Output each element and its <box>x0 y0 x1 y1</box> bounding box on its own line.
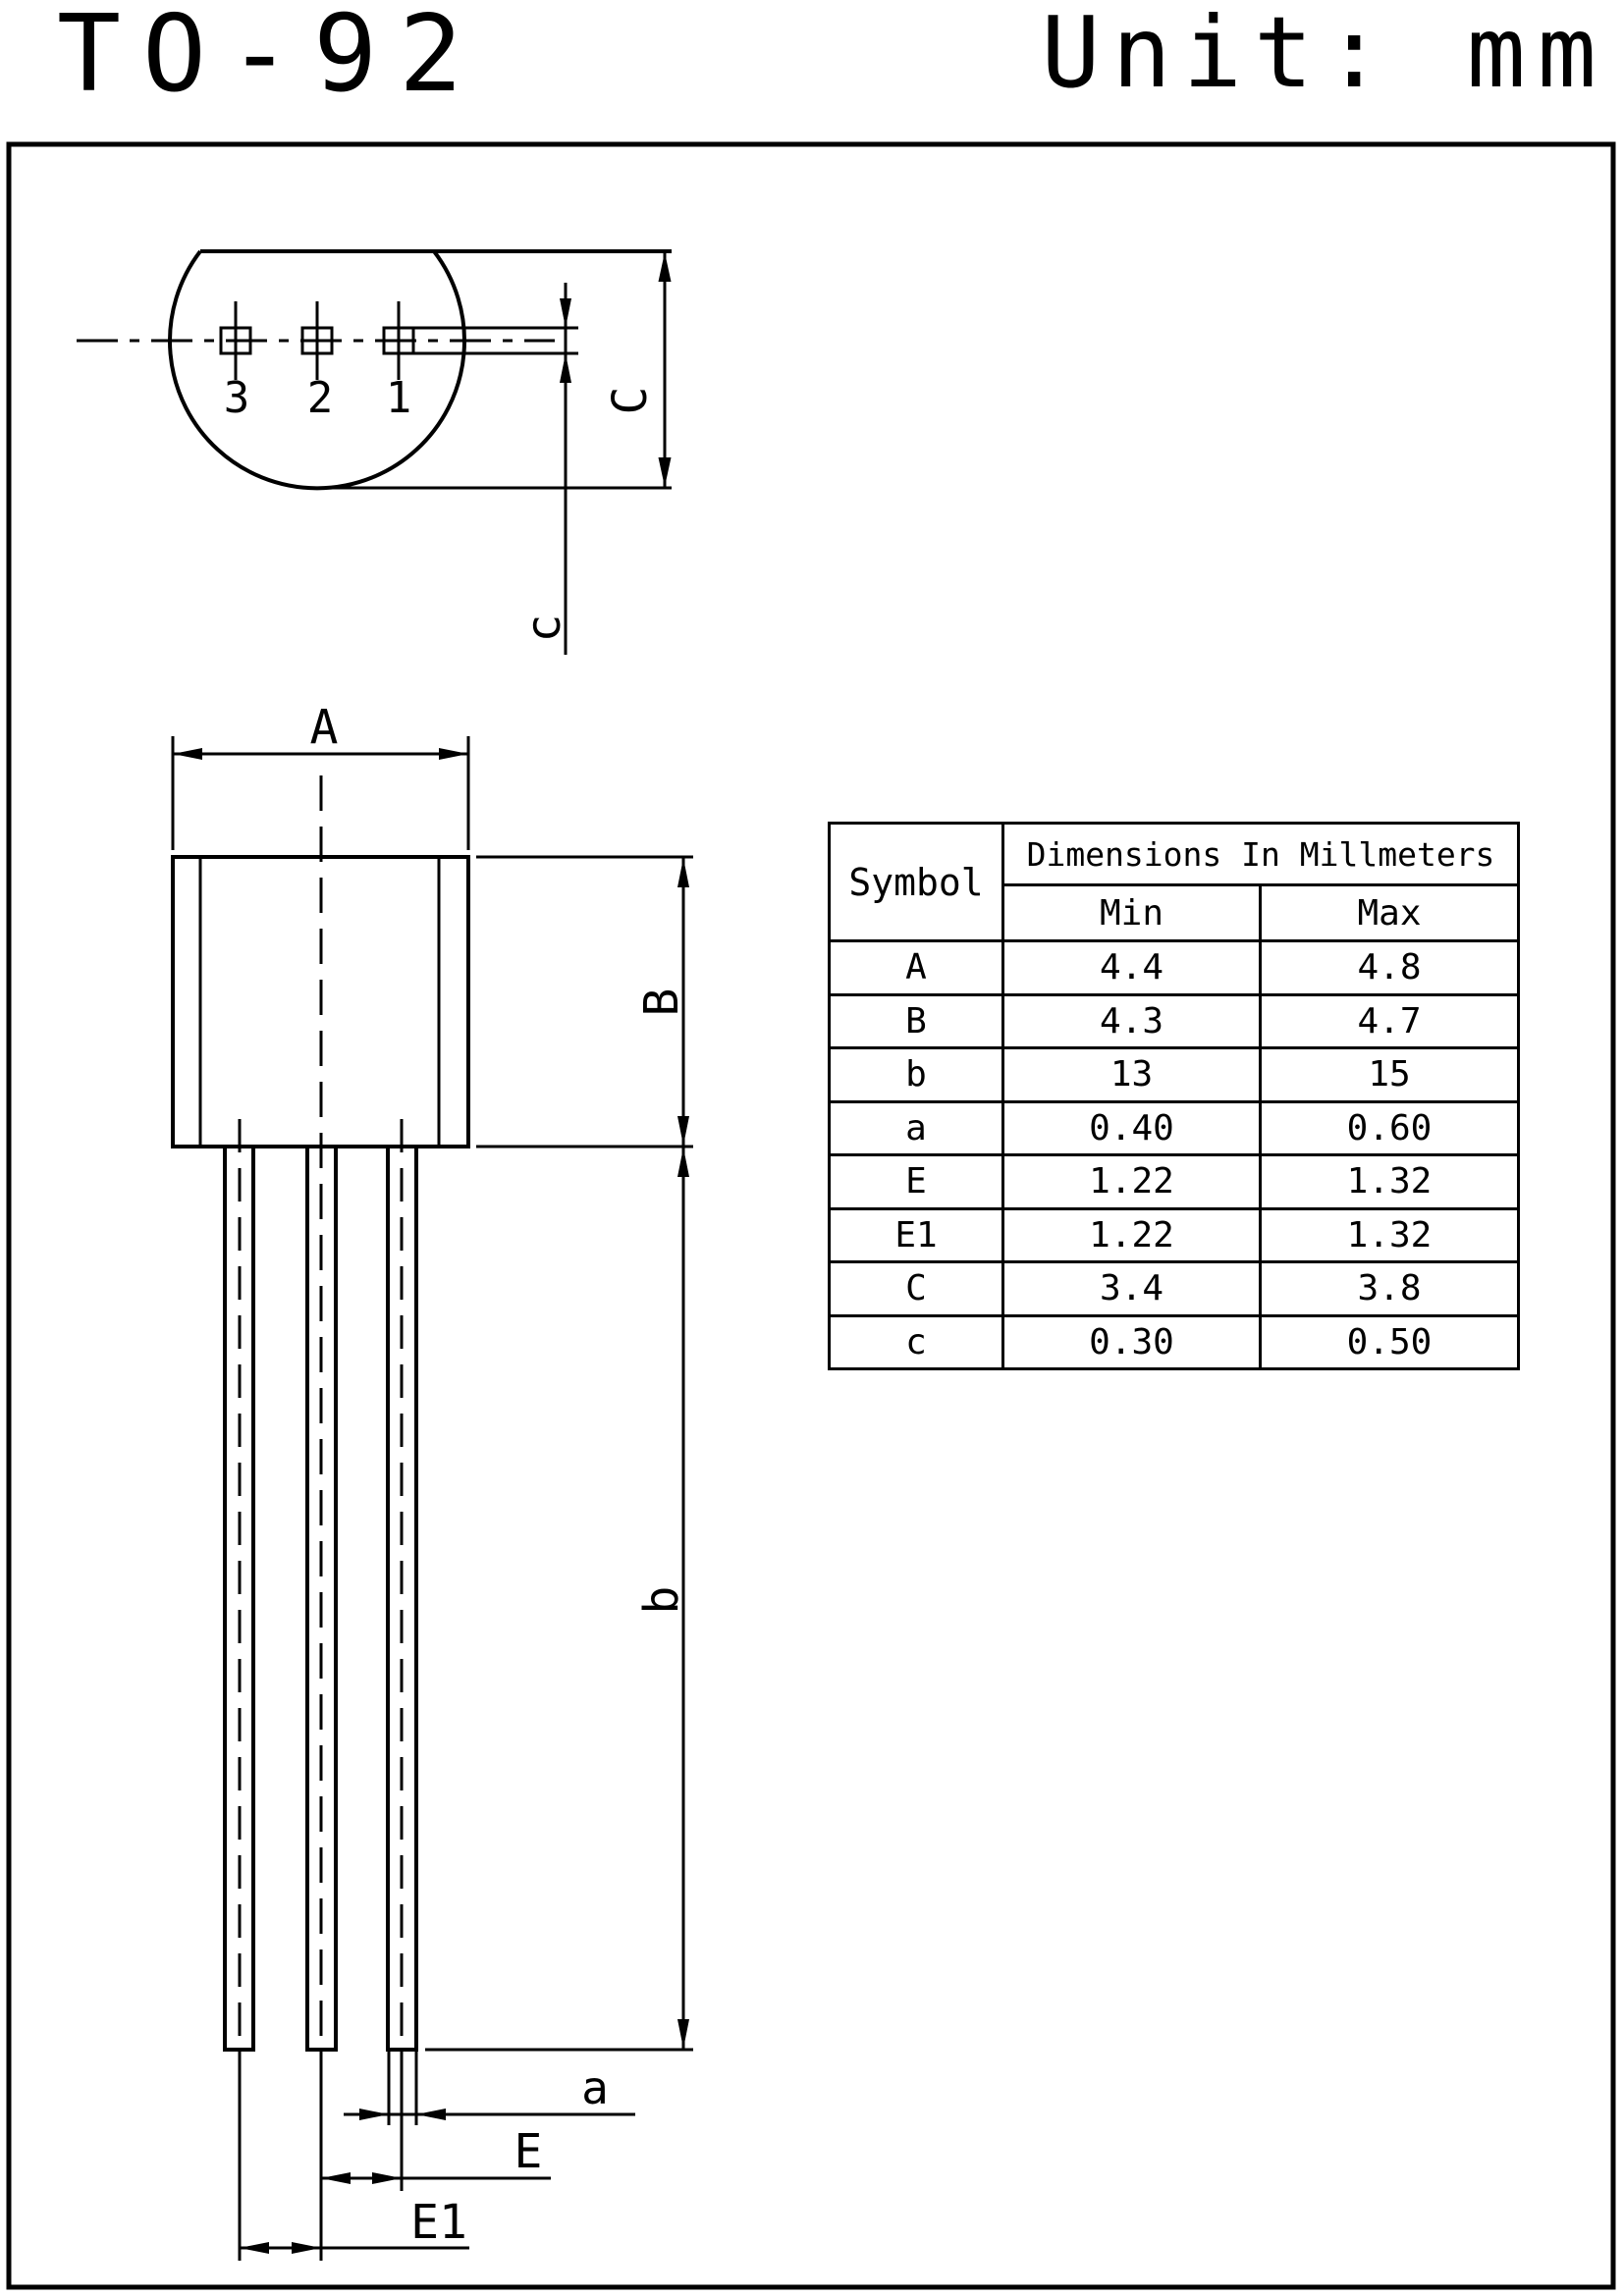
dimensions-table <box>828 822 1520 1370</box>
table-row <box>830 1262 1519 1316</box>
table-row <box>830 941 1519 995</box>
symbol-header-cell: Symbol <box>830 824 1003 941</box>
max-cell: 15 <box>1261 1048 1519 1102</box>
dim-B-arrow-down <box>677 1116 689 1146</box>
dimensions-header-cell: Dimensions In Millmeters <box>1003 824 1519 885</box>
table-row <box>830 1101 1519 1155</box>
dimension-C <box>603 251 672 488</box>
min-cell: 1.22 <box>1003 1155 1261 1209</box>
dim-A-arrow-right <box>439 748 468 760</box>
dim-b-label: b <box>634 1585 689 1615</box>
max-header-cell: Max <box>1261 885 1519 941</box>
dim-a-arrow-left <box>416 2109 446 2120</box>
dim-C-arrow-up <box>659 252 672 282</box>
dim-b-arrow-up <box>677 1148 689 1177</box>
symbol-cell: b <box>830 1048 1003 1102</box>
min-cell: 0.40 <box>1003 1101 1261 1155</box>
max-cell: 0.50 <box>1261 1315 1519 1369</box>
min-cell: 1.22 <box>1003 1208 1261 1262</box>
table-row <box>830 1048 1519 1102</box>
dim-b-arrow-down <box>677 2019 689 2049</box>
max-cell: 3.8 <box>1261 1262 1519 1316</box>
dim-E1-label: E1 <box>410 2195 467 2250</box>
symbol-cell: B <box>830 994 1003 1048</box>
top-view <box>77 251 672 655</box>
min-cell: 0.30 <box>1003 1315 1261 1369</box>
dim-A-label: A <box>309 700 339 755</box>
dimension-c <box>516 283 571 655</box>
max-cell: 4.7 <box>1261 994 1519 1048</box>
max-cell: 4.8 <box>1261 941 1519 995</box>
max-cell: 1.32 <box>1261 1208 1519 1262</box>
dim-E1-arrow-left <box>240 2242 269 2254</box>
pin-2-label: 2 <box>306 373 334 423</box>
table-row <box>830 1315 1519 1369</box>
page-title: TO-92 <box>57 0 485 116</box>
dim-C-label: C <box>603 386 658 415</box>
pin-1-label: 1 <box>385 373 412 423</box>
front-view <box>173 700 693 2261</box>
symbol-cell: C <box>830 1262 1003 1316</box>
symbol-cell: A <box>830 941 1003 995</box>
dimension-B-b <box>425 857 693 2050</box>
table-row <box>830 1208 1519 1262</box>
dim-B-label: B <box>634 988 689 1017</box>
symbol-cell: E1 <box>830 1208 1003 1262</box>
dim-B-arrow-up <box>677 858 689 887</box>
min-cell: 13 <box>1003 1048 1261 1102</box>
dim-c-arrow-down <box>560 298 571 328</box>
symbol-cell: a <box>830 1101 1003 1155</box>
dimension-E <box>321 2124 551 2184</box>
table-row <box>830 994 1519 1048</box>
dim-E-arrow-left <box>321 2172 351 2184</box>
dim-E-label: E <box>514 2124 543 2179</box>
dim-c-arrow-up <box>560 353 571 383</box>
unit-label: Unit: mm <box>1041 0 1608 110</box>
table-header-row-1 <box>830 824 1519 885</box>
pin-pads <box>221 301 413 380</box>
max-cell: 0.60 <box>1261 1101 1519 1155</box>
dim-a-label: a <box>581 2061 609 2114</box>
min-header-cell: Min <box>1003 885 1261 941</box>
dim-a-arrow-right <box>359 2109 389 2120</box>
pin-3-label: 3 <box>223 373 250 423</box>
max-cell: 1.32 <box>1261 1155 1519 1209</box>
dim-c-label: c <box>516 614 571 643</box>
table-row <box>830 1155 1519 1209</box>
dimension-E1 <box>240 2195 469 2254</box>
dim-C-arrow-down <box>659 457 672 487</box>
min-cell: 3.4 <box>1003 1262 1261 1316</box>
symbol-cell: c <box>830 1315 1003 1369</box>
dim-E1-arrow-right <box>292 2242 321 2254</box>
min-cell: 4.3 <box>1003 994 1261 1048</box>
symbol-cell: E <box>830 1155 1003 1209</box>
dim-E-arrow-right <box>372 2172 402 2184</box>
min-cell: 4.4 <box>1003 941 1261 995</box>
dim-A-arrow-left <box>173 748 202 760</box>
